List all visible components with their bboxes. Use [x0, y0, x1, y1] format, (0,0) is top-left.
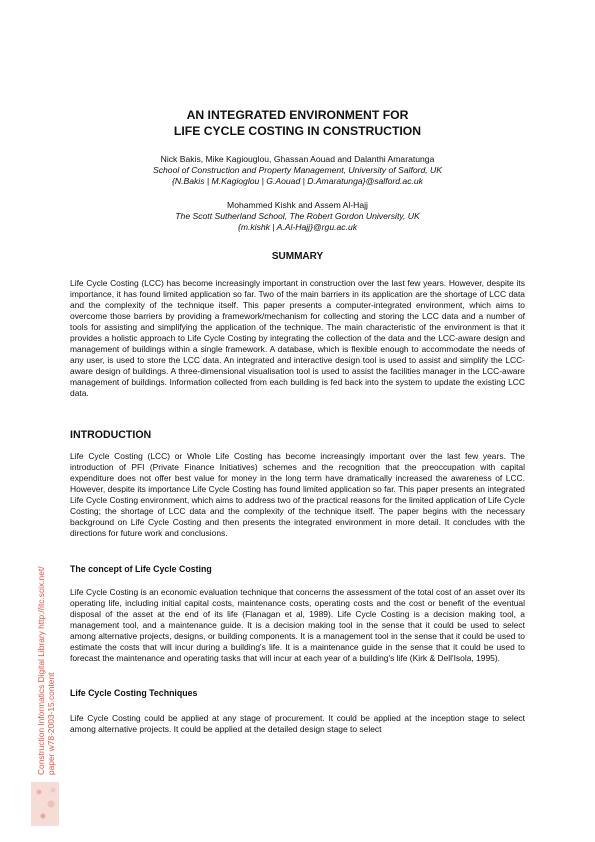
- library-stamp-image: [31, 782, 59, 826]
- author-block-1: [0, 154, 595, 188]
- introduction-heading: INTRODUCTION: [70, 429, 152, 441]
- summary-paragraph: Life Cycle Costing (LCC) has become increasingly important in construction over the last few years. However, despite its importance, it has found limited application so far. Two of the main barriers in its application are the shortage of LCC data and the complexity of the technique itself. This paper presents a computer-integrated environment, which aims to overcome those barriers by providing a framework/mechanism for collecting and storing the LCC data and a number of tools for assisting and simplifying the application of the technique. The main characteristic of the environment is that it provides a holistic approach to Life Cycle Costing by integrating the collection of the data and the LCC-aware design and management of buildings within a single framework. A database, which is flexible enough to accommodate the needs of any user, is used to store the LCC data. An integrated and interactive design tool is used to assist and simplify the LCC-aware design of buildings. A three-dimensional visualisation tool is used to assist the facilities manager in the LCC-aware management of buildings. Information collected from each building is fed back into the system to update the existing LCC data.: [70, 278, 525, 399]
- paper-title: [0, 107, 595, 139]
- title-line-1: AN INTEGRATED ENVIRONMENT FOR: [186, 108, 409, 122]
- techniques-paragraph: Life Cycle Costing could be applied at any stage of procurement. It could be applied at the inception stage to select among alternative projects. It could be applied at the detailed design stage to select: [70, 713, 525, 735]
- author-affiliation: School of Construction and Property Management, University of Salford, UK: [153, 165, 442, 176]
- author-emails: {m.kishk | A.Al-Hajj}@rgu.ac.uk: [237, 222, 358, 233]
- library-note-line-1: Construction Informatics Digital Library http://itc.scix.net/: [36, 566, 46, 775]
- techniques-heading: Life Cycle Costing Techniques: [70, 688, 198, 698]
- author-names: Mohammed Kishk and Assem Al-Hajj: [227, 200, 368, 210]
- introduction-paragraph: Life Cycle Costing (LCC) or Whole Life Costing has become increasingly important over the last few years. The introduction of PFI (Private Finance Initiatives) schemes and the recognition that the preoccupation with capital expenditure does not offer best value for money in the long term have dramatically increased the awareness of LCC. However, despite its importance Life Cycle Costing has found limited application so far. This paper presents an integrated Life Cycle Costing environment, which aims to address two of the practical reasons for the limited application of Life Cycle Costing; the shortage of LCC data and the complexity of the technique itself. The paper begins with the necessary background on Life Cycle Costing and then presents the integrated environment in more detail. It concludes with the directions for future work and conclusions.: [70, 451, 525, 539]
- title-line-2: LIFE CYCLE COSTING IN CONSTRUCTION: [173, 124, 422, 138]
- concept-paragraph: Life Cycle Costing is an economic evaluation technique that concerns the assessment of the total cost of an asset over its operating life, including initial capital costs, maintenance costs, operating costs and the cost or benefit of the eventual disposal of the asset at the end of its life (Flanagan et al, 1989). Life Cycle Costing is a decision making tool, a management tool, and a maintenance guide. It is a decision making tool in the sense that it could be used to select among alternative projects, designs, or building components. It is a management tool in the sense that it could be used to estimate the costs that will incur during a building's life. It is a maintenance guide in the sense that it could be used to forecast the maintenance and operating tasks that will incur at each year of a building's life (Kirk & Dell'Isola, 1995).: [70, 587, 525, 664]
- library-margin-note: [36, 566, 56, 775]
- library-note-line-2: paper w78-2003-15.content: [46, 672, 56, 775]
- author-names: Nick Bakis, Mike Kagiouglou, Ghassan Aouad and Dalanthi Amaratunga: [160, 154, 435, 164]
- concept-heading: The concept of Life Cycle Costing: [70, 564, 212, 574]
- author-emails: {N.Bakis | M.Kagioglou | G.Aouad | D.Amaratunga}@salford.ac.uk: [172, 176, 423, 187]
- summary-heading: SUMMARY: [271, 251, 324, 262]
- author-block-2: [0, 200, 595, 234]
- author-affiliation: The Scott Sutherland School, The Robert Gordon University, UK: [175, 211, 420, 222]
